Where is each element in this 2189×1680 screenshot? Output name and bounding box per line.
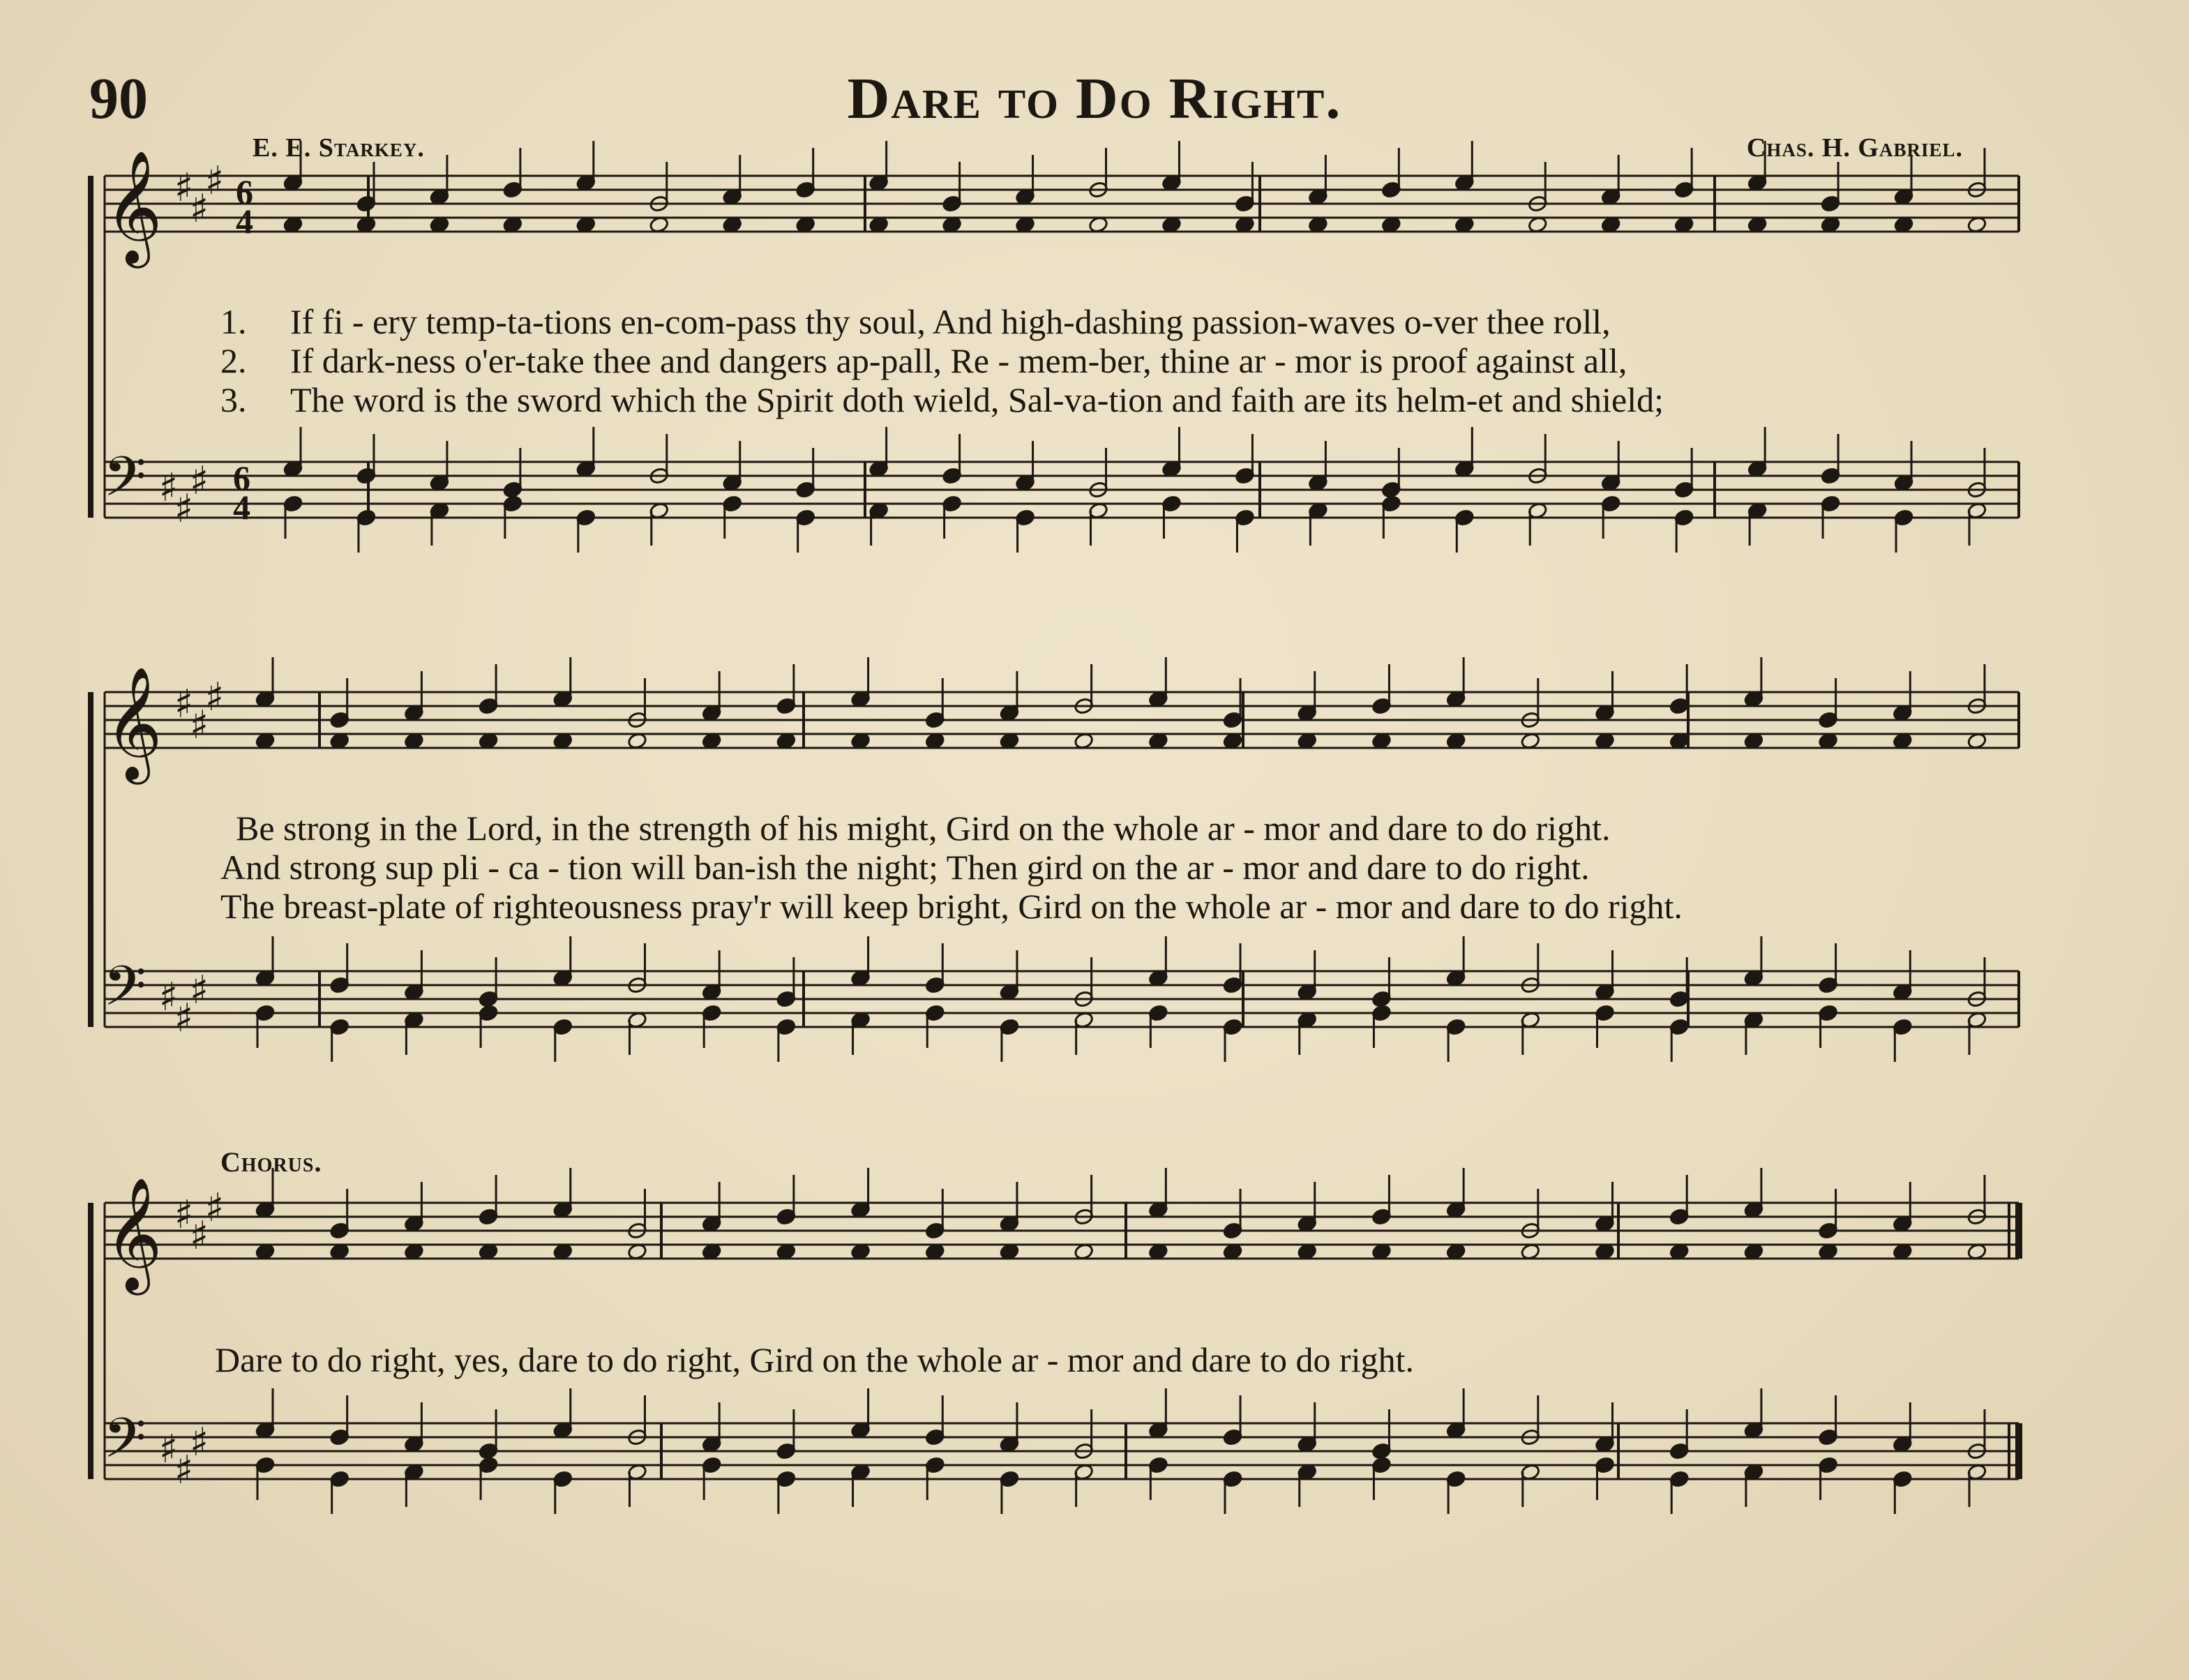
treble-clef-icon: 𝄞 [105, 150, 163, 264]
bass-clef-icon: 𝄢 [103, 1406, 146, 1484]
verse-continuation-3: The breast-plate of righteousness pray'r will keep bright, Gird on the whole ar - mor and dare to do right. [220, 887, 1683, 926]
treble-clef-icon: 𝄞 [105, 666, 163, 780]
sharp-icon: ♯ [190, 1213, 209, 1259]
lyricist-credit: E. E. Starkey. [253, 133, 425, 163]
sharp-icon: ♯ [205, 675, 225, 720]
verse-continuation-1: Be strong in the Lord, in the strength of his might, Gird on the whole ar - mor and dare to do right. [236, 809, 1611, 848]
sharp-icon: ♯ [174, 1448, 194, 1493]
time-signature-bottom: 4 [233, 488, 250, 527]
page-number: 90 [89, 66, 148, 131]
bass-clef-icon: 𝄢 [103, 444, 146, 523]
verse-number: 1. [220, 302, 247, 341]
verse-line-1 [220, 304, 1611, 339]
sharp-icon: ♯ [174, 996, 194, 1041]
verse-text: The word is the sword which the Spirit doth wield, Sal-va-tion and faith are its helm-et and shield; [290, 380, 1664, 419]
sharp-icon: ♯ [159, 465, 179, 511]
sharp-icon: ♯ [205, 1185, 225, 1231]
time-signature-top: 6 [236, 172, 253, 211]
sharp-icon: ♯ [190, 703, 209, 748]
composer-credit: Chas. H. Gabriel. [1746, 133, 1963, 163]
sharp-icon: ♯ [205, 158, 225, 204]
sharp-icon: ♯ [174, 486, 194, 532]
sharp-icon: ♯ [190, 186, 209, 232]
chorus-label: Chorus. [220, 1146, 322, 1178]
verse-continuation-2: And strong sup pli - ca - tion will ban-ish the night; Then gird on the ar - mor and dare to do right. [220, 848, 1590, 887]
sharp-icon: ♯ [190, 458, 209, 504]
sharp-icon: ♯ [174, 682, 194, 727]
sharp-icon: ♯ [159, 1427, 179, 1472]
sharp-icon: ♯ [159, 975, 179, 1020]
hymn-title: Dare to Do Right. [847, 66, 1342, 131]
verse-number: 3. [220, 380, 247, 419]
verse-number: 2. [220, 341, 247, 380]
verse-text: If dark-ness o'er-take thee and dangers ap-pall, Re - mem-ber, thine ar - mor is proof against all, [290, 341, 1627, 380]
verse-line-2 [220, 343, 1627, 378]
sharp-icon: ♯ [174, 165, 194, 211]
bass-clef-icon: 𝄢 [103, 954, 146, 1032]
time-signature-bottom: 4 [236, 202, 253, 241]
treble-clef-icon: 𝄞 [105, 1177, 163, 1291]
chorus-lyric: Dare to do right, yes, dare to do right, Gird on the whole ar - mor and dare to do right. [215, 1340, 1414, 1379]
verse-line-3 [220, 382, 1664, 417]
time-signature-top: 6 [233, 458, 250, 497]
sharp-icon: ♯ [190, 1420, 209, 1465]
sharp-icon: ♯ [174, 1192, 194, 1238]
sharp-icon: ♯ [190, 968, 209, 1013]
verse-text: If fi - ery temp-ta-tions en-com-pass thy soul, And high-dashing passion-waves o-ver thee roll, [290, 302, 1611, 341]
